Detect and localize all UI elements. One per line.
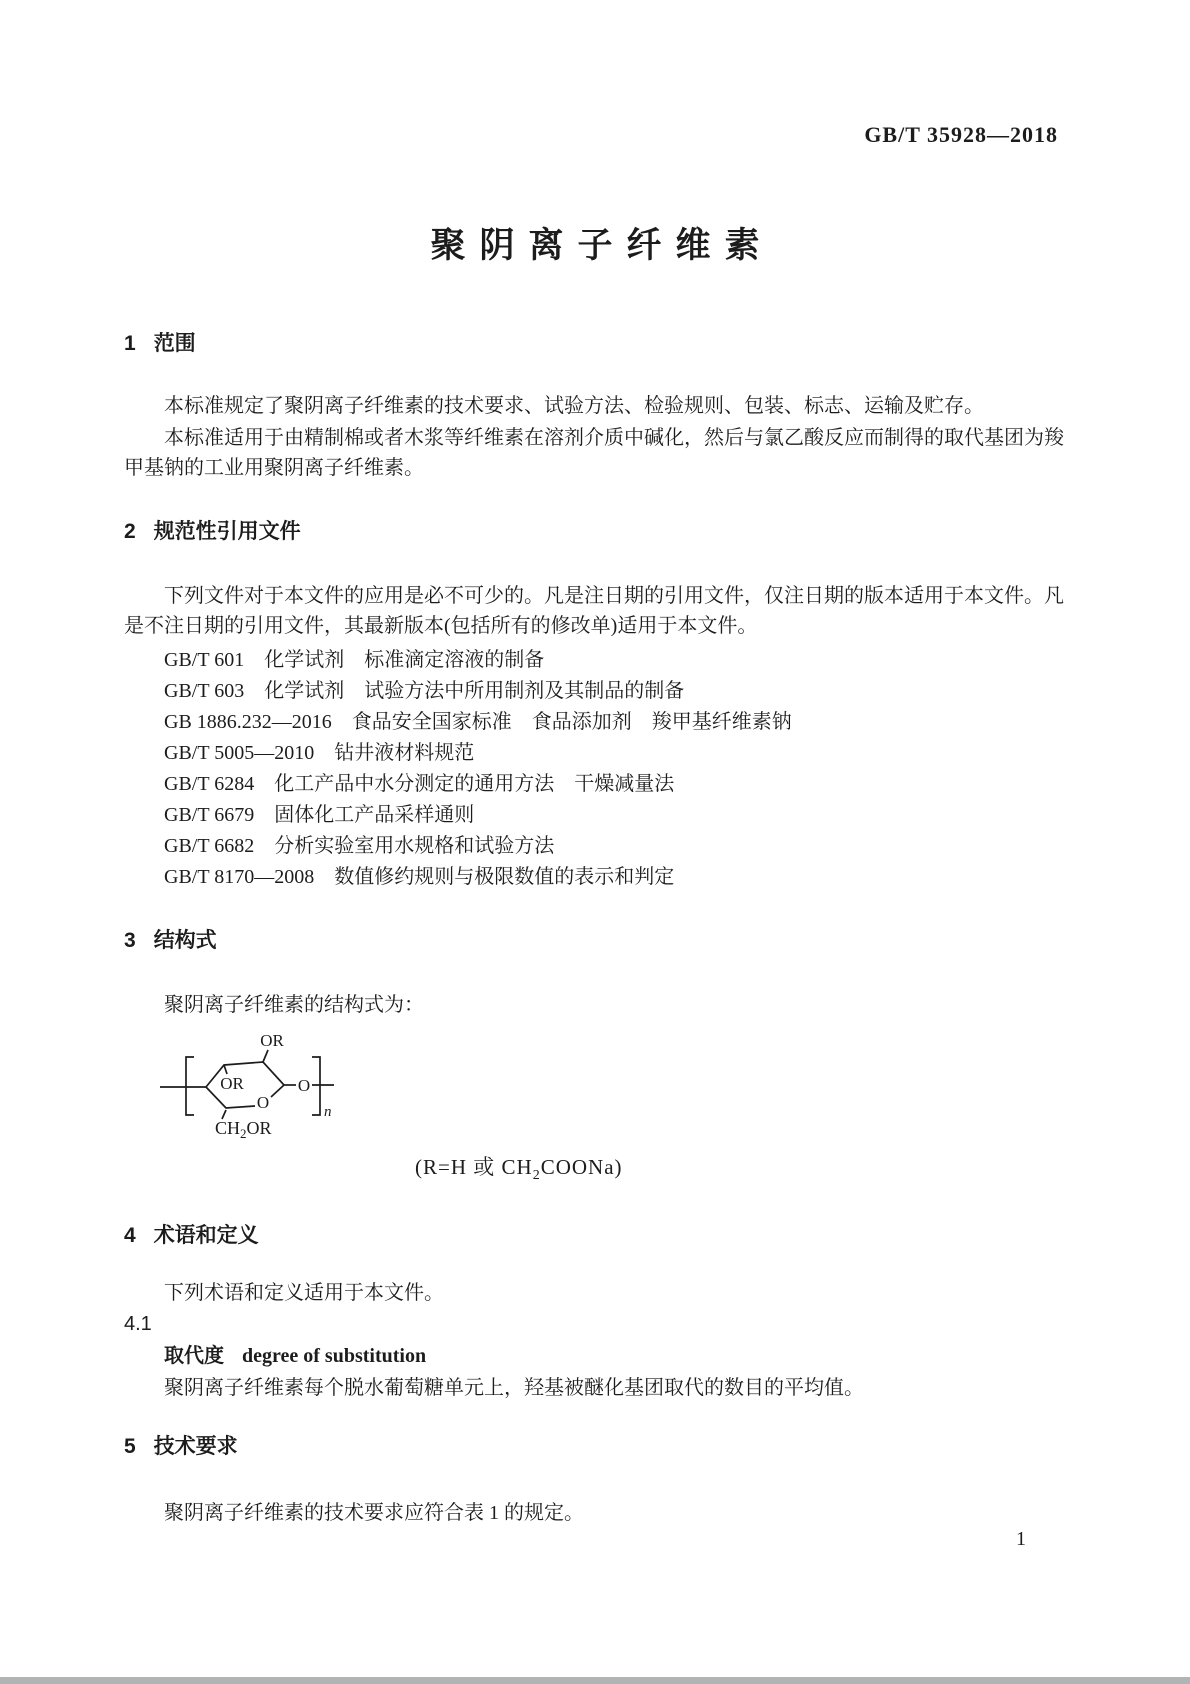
section-4-title: 术语和定义 xyxy=(153,1224,259,1247)
right-bracket xyxy=(312,1057,320,1115)
ring-bond-top xyxy=(206,1062,284,1087)
section-4-paragraph-1: 下列术语和定义适用于本文件。 xyxy=(164,1282,444,1304)
ring-bond-to-oxygen xyxy=(271,1085,284,1097)
section-5-title: 技术要求 xyxy=(153,1435,238,1458)
section-2-paragraph-1: 下列文件对于本文件的应用是必不可少的。凡是注日期的引用文件，仅注日期的版本适用于本文件。凡是不注日期的引用文件，其最新版本(包括所有的修改单)适用于本文件。 xyxy=(124,585,1064,637)
reference-item: GB/T 6284 化工产品中水分测定的通用方法 干燥减量法 xyxy=(164,773,675,795)
section-4-header xyxy=(124,1223,1064,1249)
section-2-number: 2 xyxy=(124,520,136,543)
left-bracket xyxy=(186,1057,194,1115)
section-1-title: 范围 xyxy=(153,332,196,355)
section-5-header xyxy=(124,1434,1064,1460)
top-or-label: OR xyxy=(260,1031,284,1050)
term-entry xyxy=(164,1343,426,1369)
term-chinese: 取代度 xyxy=(164,1345,224,1367)
inner-or-label: OR xyxy=(220,1074,244,1093)
normative-reference-list xyxy=(164,645,1064,893)
repeat-unit-subscript: n xyxy=(324,1104,332,1120)
term-definition: 聚阴离子纤维素每个脱水葡萄糖单元上，羟基被醚化基团取代的数目的平均值。 xyxy=(164,1377,864,1399)
term-english: degree of substitution xyxy=(242,1345,427,1367)
reference-item: GB/T 603 化学试剂 试验方法中所用制剂及其制品的制备 xyxy=(164,680,685,702)
clause-4-1-number: 4.1 xyxy=(124,1313,152,1335)
reference-item: GB/T 601 化学试剂 标准滴定溶液的制备 xyxy=(164,649,545,671)
section-2-header xyxy=(124,519,1064,545)
section-1-number: 1 xyxy=(124,332,136,355)
section-3-title: 结构式 xyxy=(153,929,217,952)
link-oxygen-label: O xyxy=(297,1076,311,1095)
formula-caption: (R=H 或 $CH_2COONa$) xyxy=(415,1155,623,1184)
section-3-paragraph-1: 聚阴离子纤维素的结构式为： xyxy=(164,994,424,1016)
section-1-header xyxy=(124,331,1064,357)
reference-item: GB/T 8170—2008 数值修约规则与极限数值的表示和判定 xyxy=(164,866,675,888)
reference-item: GB/T 6679 固体化工产品采样通则 xyxy=(164,804,475,826)
section-4-number: 4 xyxy=(124,1224,136,1247)
section-5-number: 5 xyxy=(124,1435,136,1458)
section-2-title: 规范性引用文件 xyxy=(153,520,301,543)
section-3-number: 3 xyxy=(124,929,136,952)
section-5-paragraph-1: 聚阴离子纤维素的技术要求应符合表 1 的规定。 xyxy=(164,1502,584,1524)
document-title: 聚阴离子纤维素 xyxy=(430,226,774,265)
scan-edge-shadow xyxy=(0,1677,1190,1684)
page-number: 1 xyxy=(1016,1528,1026,1550)
section-1-paragraph-2: 本标准适用于由精制棉或者木浆等纤维素在溶剂介质中碱化，然后与氯乙酸反应而制得的取代基团为羧甲基钠的工业用聚阴离子纤维素。 xyxy=(124,427,1064,479)
bond-to-inner-or xyxy=(224,1065,227,1074)
section-3-header xyxy=(124,928,1064,954)
bond-to-top-or xyxy=(263,1050,268,1062)
ring-oxygen-label: O xyxy=(256,1093,270,1112)
reference-item: GB/T 6682 分析实验室用水规格和试验方法 xyxy=(164,835,555,857)
section-1-paragraph-1: 本标准规定了聚阴离子纤维素的技术要求、试验方法、检验规则、包装、标志、运输及贮存。 xyxy=(164,395,984,417)
reference-item: GB/T 5005—2010 钻井液材料规范 xyxy=(164,742,475,764)
standard-code: GB/T 35928—2018 xyxy=(864,122,1058,147)
chemical-structure-diagram xyxy=(156,1026,356,1146)
ch2or-label: $CH_2OR$ xyxy=(215,1118,272,1141)
reference-item: GB 1886.232—2016 食品安全国家标准 食品添加剂 羧甲基纤维素钠 xyxy=(164,711,792,733)
